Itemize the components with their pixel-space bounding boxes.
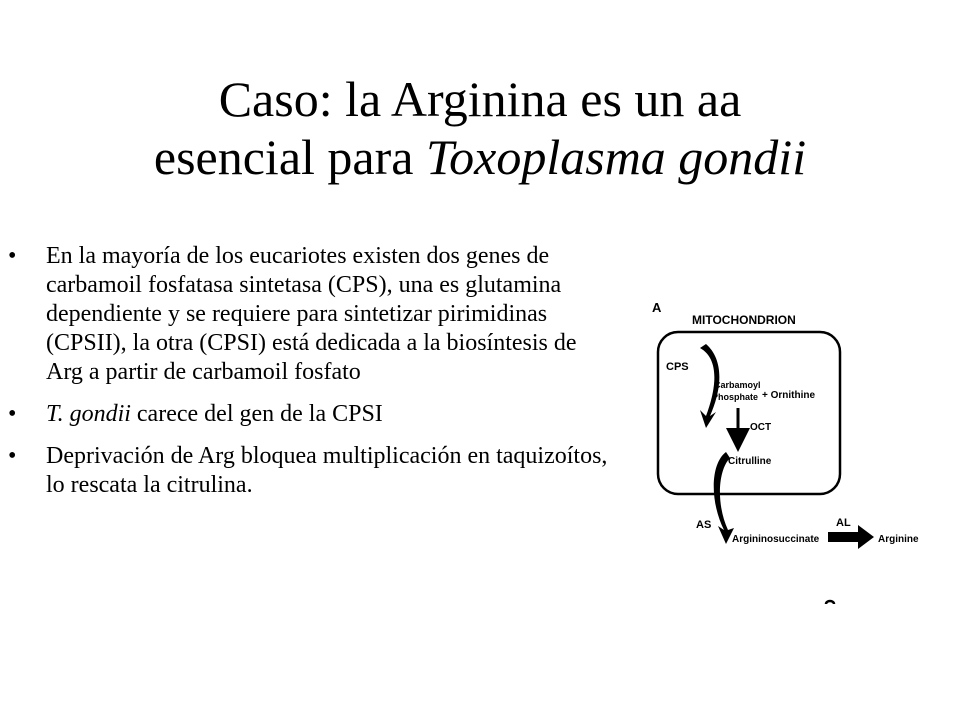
bullet-list	[8, 242, 608, 513]
argininosuccinate-label: Argininosuccinate	[732, 534, 820, 545]
cropped-fragment-mark	[826, 601, 834, 604]
bullet-dot: •	[8, 401, 17, 427]
as-enzyme-label: AS	[696, 519, 712, 531]
title-line-2-text: esencial para	[153, 129, 426, 185]
arginine-label: Arginine	[878, 534, 919, 545]
al-reaction-arrow	[828, 525, 874, 549]
panel-label: A	[652, 300, 662, 315]
title-line-2	[0, 128, 960, 186]
bullet-text: Deprivación de Arg bloquea multiplicación en taquizoítos, lo rescata la citrulina.	[46, 443, 608, 498]
bullet-item-tgondii-cpsi	[8, 400, 608, 429]
bullet-organism-name: T. gondii	[46, 401, 131, 427]
mitochondrion-label: MITOCHONDRION	[692, 313, 796, 327]
bullet-dot: •	[8, 443, 17, 469]
plus-ornithine-label: + Ornithine	[762, 390, 816, 401]
bullet-item-cps-genes	[8, 242, 608, 387]
carbamoyl-phosphate-label-1: Carbamoyl	[714, 380, 761, 390]
slide-title	[0, 70, 960, 186]
oct-enzyme-label: OCT	[750, 422, 772, 433]
mitochondrion-compartment	[658, 332, 840, 494]
bullet-dot: •	[8, 243, 17, 269]
carbamoyl-phosphate-label-2: Phosphate	[712, 392, 759, 402]
cps-enzyme-label: CPS	[666, 361, 689, 373]
title-line-1: Caso: la Arginina es un aa	[218, 71, 742, 127]
bullet-text: carece del gen de la CPSI	[130, 401, 383, 427]
al-enzyme-label: AL	[836, 517, 851, 529]
bullet-text: En la mayoría de los eucariotes existen dos genes de carbamoil fosfatasa sintetasa (CPS), una es glutamina dependiente y se requiere para sintetizar pirimidinas (CPSII), la otra (CPSI) está dedicada a la biosíntesis de Arg a partir de carbamoil fosfato	[46, 243, 577, 385]
bullet-item-arg-deprivation	[8, 442, 608, 500]
arginine-pathway-diagram	[640, 292, 940, 612]
title-organism-name: Toxoplasma gondii	[425, 129, 807, 185]
citrulline-label: Citrulline	[728, 456, 772, 467]
